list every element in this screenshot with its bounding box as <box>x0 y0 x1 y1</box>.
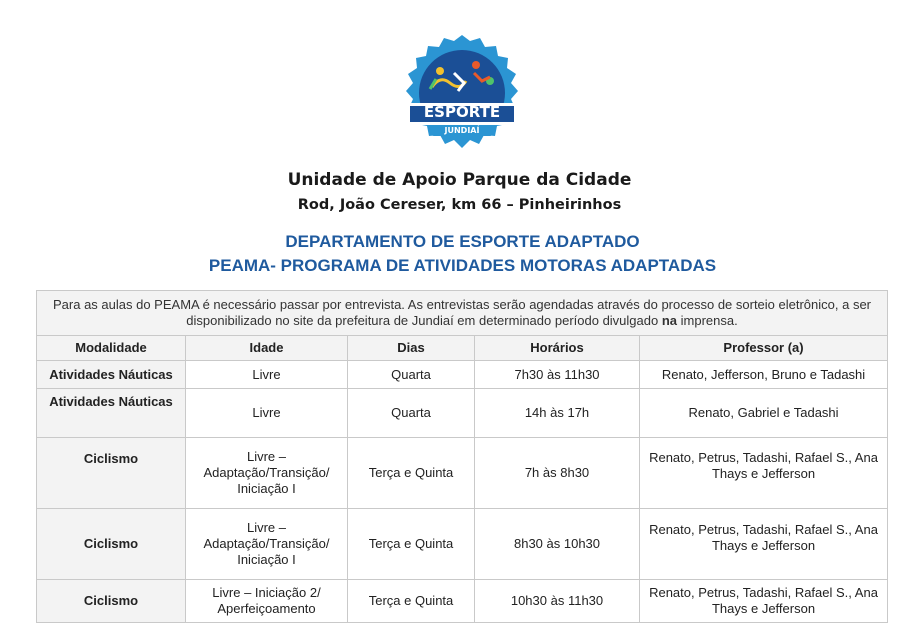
cell-professor: Renato, Petrus, Tadashi, Rafael S., Ana Thays e Jefferson <box>640 438 888 509</box>
table-header-row <box>37 336 888 361</box>
cell-horario: 7h30 às 11h30 <box>475 361 640 389</box>
cell-idade: Livre <box>186 389 348 438</box>
cell-professor: Renato, Petrus, Tadashi, Rafael S., Ana Thays e Jefferson <box>640 509 888 580</box>
cell-dias: Quarta <box>348 389 475 438</box>
cell-dias: Terça e Quinta <box>348 509 475 580</box>
department-heading: DEPARTAMENTO DE ESPORTE ADAPTADO <box>285 232 640 251</box>
table-row <box>37 389 888 438</box>
column-header: Idade <box>186 336 348 361</box>
address-line: Rod, João Cereser, km 66 – Pinheirinhos <box>297 197 622 213</box>
cell-modalidade: Ciclismo <box>37 438 186 509</box>
column-header: Modalidade <box>37 336 186 361</box>
logo-text-sub: JUNDIAÍ <box>444 126 480 135</box>
unit-title: Unidade de Apoio Parque da Cidade <box>287 170 632 190</box>
cell-professor: Renato, Gabriel e Tadashi <box>640 389 888 438</box>
column-header: Professor (a) <box>640 336 888 361</box>
cell-professor: Renato, Jefferson, Bruno e Tadashi <box>640 361 888 389</box>
column-header: Horários <box>475 336 640 361</box>
cell-modalidade: Atividades Náuticas <box>37 361 186 389</box>
cell-modalidade: Ciclismo <box>37 580 186 623</box>
table-row <box>37 438 888 509</box>
cell-dias: Quarta <box>348 361 475 389</box>
cell-horario: 14h às 17h <box>475 389 640 438</box>
cell-horario: 10h30 às 11h30 <box>475 580 640 623</box>
table-row <box>37 361 888 389</box>
table-row <box>37 580 888 623</box>
cell-modalidade: Atividades Náuticas <box>37 389 186 438</box>
esporte-jundiai-logo <box>403 34 521 152</box>
column-header: Dias <box>348 336 475 361</box>
schedule-table <box>36 290 888 623</box>
table-row <box>37 509 888 580</box>
cell-idade: Livre – Adaptação/Transição/ Iniciação I <box>186 438 348 509</box>
cell-idade: Livre – Iniciação 2/ Aperfeiçoamento <box>186 580 348 623</box>
cell-dias: Terça e Quinta <box>348 438 475 509</box>
cell-dias: Terça e Quinta <box>348 580 475 623</box>
logo-text-main: ESPORTE <box>423 103 501 121</box>
program-heading: PEAMA- PROGRAMA DE ATIVIDADES MOTORAS ADAPTADAS <box>208 256 717 275</box>
interview-note: Para as aulas do PEAMA é necessário passar por entrevista. As entrevistas serão agendadas através do processo de sorteio eletrônico, a ser disponibilizado no site da prefeitura de Jundiaí em determinado período divulgado na imprensa. <box>37 291 888 336</box>
cell-idade: Livre <box>186 361 348 389</box>
cell-professor: Renato, Petrus, Tadashi, Rafael S., Ana Thays e Jefferson <box>640 580 888 623</box>
cell-idade: Livre – Adaptação/Transição/ Iniciação I <box>186 509 348 580</box>
cell-modalidade: Ciclismo <box>37 509 186 580</box>
cell-horario: 7h às 8h30 <box>475 438 640 509</box>
cell-horario: 8h30 às 10h30 <box>475 509 640 580</box>
